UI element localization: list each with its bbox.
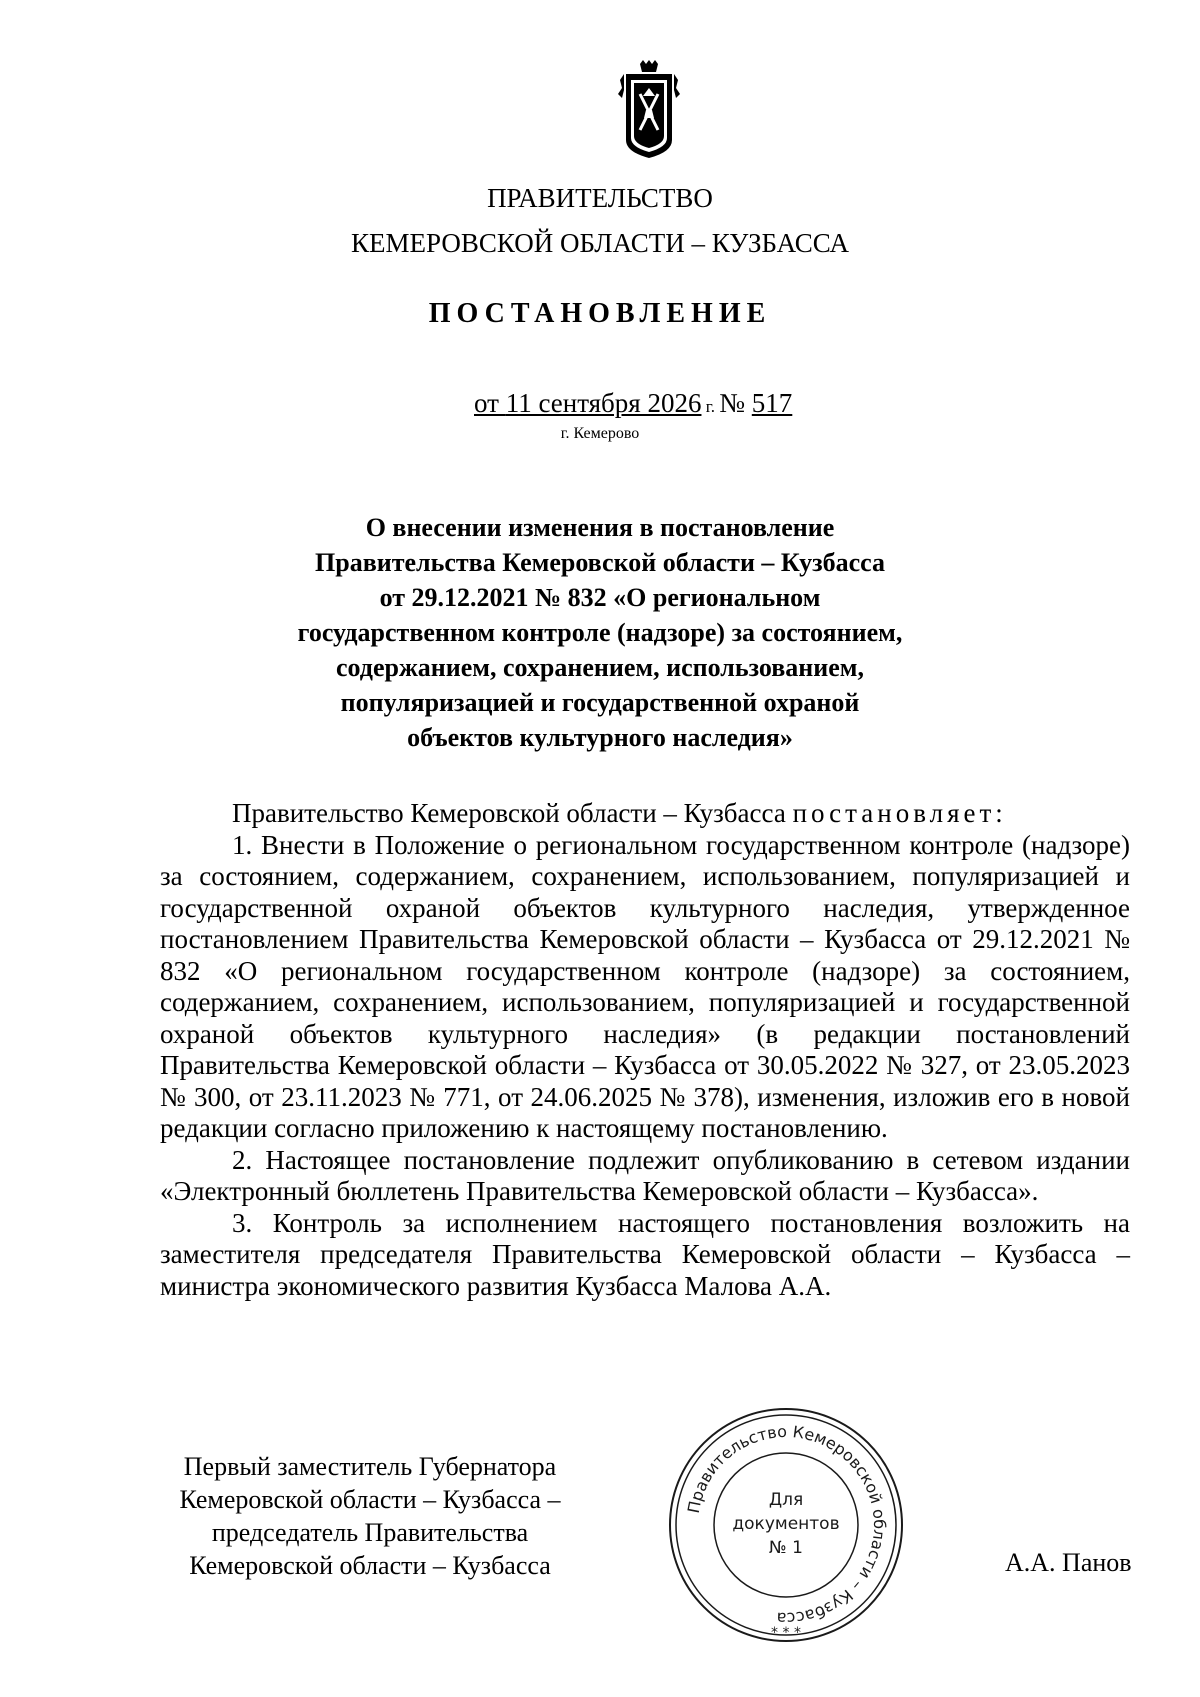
stamp-center-line-2: документов bbox=[732, 1514, 840, 1534]
document-date: 11 сентября 2026 bbox=[505, 388, 702, 418]
intro-paragraph bbox=[160, 798, 1130, 830]
subject-line: популяризацией и государственной охраной bbox=[340, 688, 860, 717]
document-subject bbox=[250, 510, 950, 755]
stamp-center-line-1: Для bbox=[768, 1490, 804, 1510]
number-sign: № bbox=[719, 388, 752, 418]
document-date-number-line bbox=[474, 388, 792, 419]
signatory-position-line: председатель Правительства bbox=[211, 1518, 529, 1547]
signatory-position bbox=[150, 1450, 590, 1582]
subject-line: О внесении изменения в постановление bbox=[365, 513, 835, 542]
signatory-name: А.А. Панов bbox=[1005, 1548, 1132, 1577]
date-prefix: от bbox=[474, 388, 506, 418]
signatory-position-line: Первый заместитель Губернатора bbox=[183, 1452, 557, 1481]
document-type-title: ПОСТАНОВЛЕНИЕ bbox=[428, 298, 772, 329]
official-stamp bbox=[666, 1405, 906, 1645]
paragraph-1: 1. Внести в Положение о региональном государственном контроле (надзоре) за состоянием, содержанием, сохранением, использованием, популяризацией и государственной охраной объектов культурного наследия, утвержденное постановлением Правительства Кемеровской области – Кузбасса от 29.12.2021 № 832 «О региональном государственном контроле (надзоре) за состоянием, содержанием, сохранением, использованием, популяризацией и государственной охраной объектов культурного наследия» (в редакции постановлений Правительства Кемеровской области – Кузбасса от 30.05.2022 № 327, от 23.05.2023 № 300, от 23.11.2023 № 771, от 24.06.2025 № 378), изменения, изложив его в новой редакции согласно приложению к настоящему постановлению. bbox=[160, 829, 1130, 1143]
organization-name-line-1: ПРАВИТЕЛЬСТВО bbox=[487, 183, 713, 213]
subject-line: объектов культурного наследия» bbox=[407, 723, 793, 752]
stamp-ring-text: Правительство Кемеровской области – Кузбасса bbox=[683, 1421, 890, 1629]
subject-line: государственном контроле (надзоре) за состоянием, bbox=[297, 618, 903, 647]
paragraph-2: 2. Настоящее постановление подлежит опубликованию в сетевом издании «Электронный бюллетень Правительства Кемеровской области – Кузбасса». bbox=[160, 1144, 1130, 1206]
subject-line: Правительства Кемеровской области – Кузбасса bbox=[315, 548, 885, 577]
stamp-stars: * * * bbox=[771, 1625, 801, 1641]
signatory-position-line: Кемеровской области – Кузбасса – bbox=[179, 1485, 561, 1514]
year-suffix: г. bbox=[701, 397, 720, 416]
intro-text: Правительство Кемеровской области – Кузбасса bbox=[232, 798, 793, 828]
subject-line: содержанием, сохранением, использованием, bbox=[336, 653, 864, 682]
document-body bbox=[160, 798, 1130, 1302]
subject-line: от 29.12.2021 № 832 «О региональном bbox=[379, 583, 821, 612]
signatory-position-line: Кемеровской области – Кузбасса bbox=[189, 1551, 551, 1580]
coat-of-arms-emblem bbox=[616, 60, 682, 160]
paragraph-3: 3. Контроль за исполнением настоящего постановления возложить на заместителя председателя Правительства Кемеровской области – Кузбасса – министра экономического развития Кузбасса Малова А.А. bbox=[160, 1207, 1130, 1301]
organization-name-line-2: КЕМЕРОВСКОЙ ОБЛАСТИ – КУЗБАССА bbox=[351, 228, 849, 258]
intro-keyword: постановляет: bbox=[792, 798, 1007, 828]
document-city: г. Кемерово bbox=[560, 425, 640, 442]
stamp-center-line-3: № 1 bbox=[769, 1538, 803, 1558]
document-number: 517 bbox=[751, 388, 793, 418]
